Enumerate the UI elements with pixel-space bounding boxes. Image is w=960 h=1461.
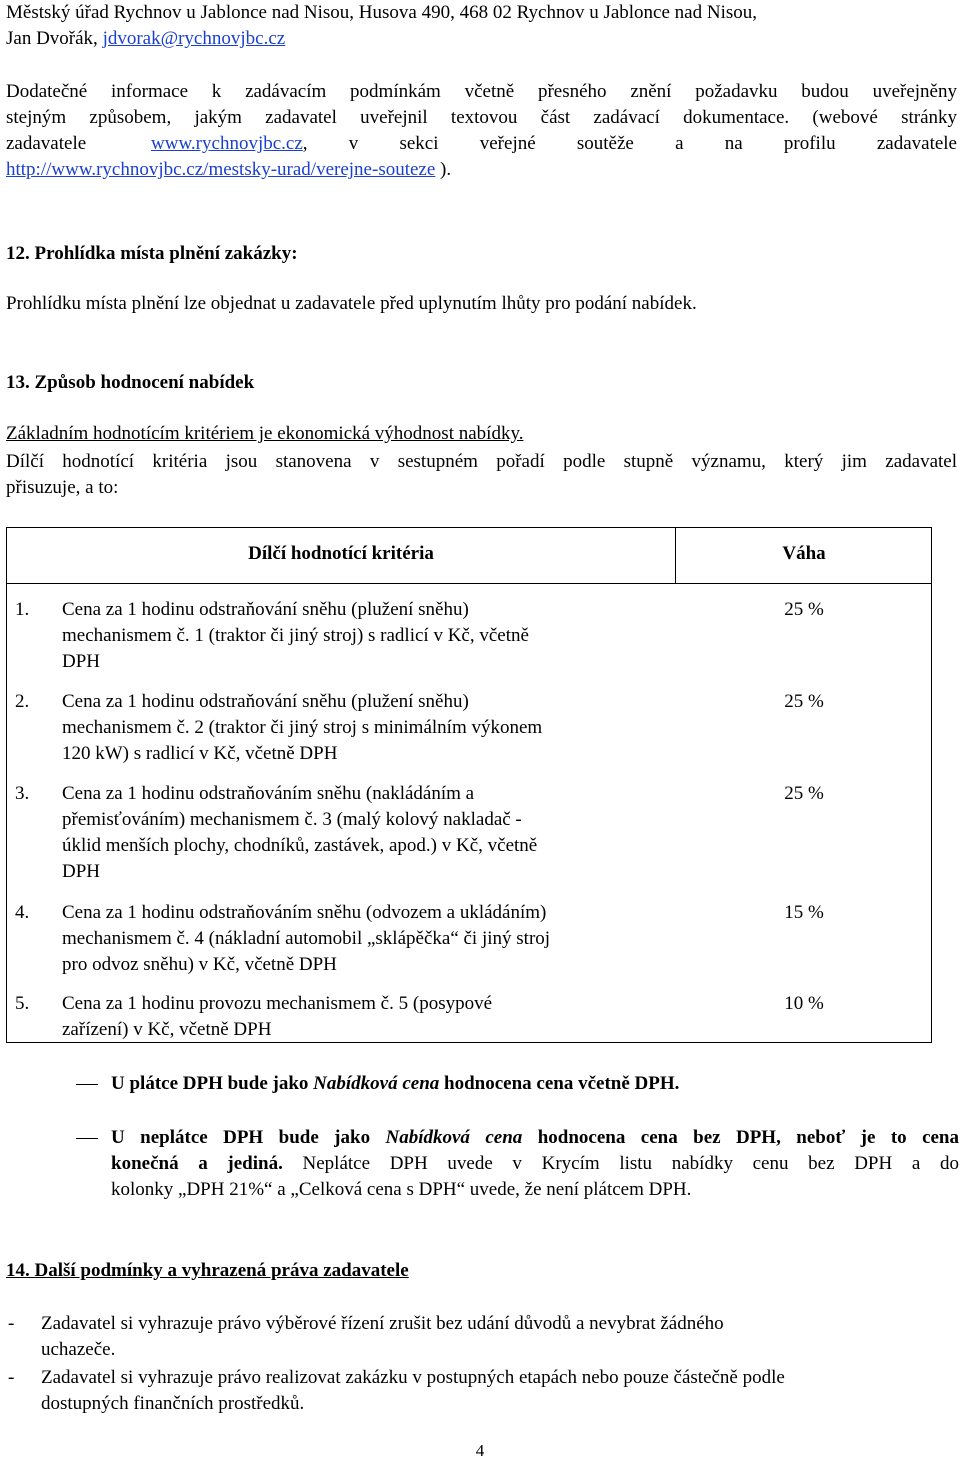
criteria-weight: 15 %: [784, 902, 824, 923]
criteria-text-line: mechanismem č. 4 (nákladní automobil „sklápěčka“ či jiný stroj: [62, 928, 551, 949]
criteria-text-line: Cena za 1 hodinu odstraňováním sněhu (nakládáním a: [62, 783, 475, 804]
table-header-rule: [7, 583, 931, 584]
dph-note-nonpayer-line-2: [111, 1151, 959, 1177]
dph-note-payer: [111, 1071, 679, 1097]
contact-person: [6, 26, 285, 52]
section-13-line-2: přisuzuje, a to:: [6, 477, 119, 498]
website-link[interactable]: www.rychnovjbc.cz: [151, 133, 303, 154]
contact-name: Jan Dvořák,: [6, 28, 103, 49]
criteria-text-line: Cena za 1 hodinu odstraňování sněhu (plužení sněhu): [62, 599, 469, 620]
section-12-heading: 12. Prohlídka místa plnění zakázky:: [6, 243, 298, 264]
hyphen-bullet: -: [8, 1313, 15, 1334]
additional-info-prefix: zadavatele: [6, 133, 87, 154]
criteria-weight: 10 %: [784, 993, 824, 1014]
dph-note-text: U plátce DPH bude jako: [111, 1073, 314, 1094]
criteria-text-line: DPH: [62, 861, 101, 882]
additional-info-end: ).: [435, 159, 452, 180]
criteria-text-line: pro odvoz sněhu) v Kč, včetně DPH: [62, 954, 337, 975]
additional-info-line-2: stejným způsobem, jakým zadavatel uveřejnil textovou část zadávací dokumentace. (webové stránky: [6, 107, 957, 128]
criteria-number: 5.: [15, 993, 30, 1014]
criteria-text: [62, 781, 662, 885]
criteria-weight: 25 %: [784, 783, 824, 804]
section-13-heading: 13. Způsob hodnocení nabídek: [6, 372, 255, 393]
section-13-line-1: Dílčí hodnotící kritéria jsou stanovena v sestupném pořadí podle stupně významu, který jim zadavatel: [6, 451, 957, 472]
reserved-right-2-line-1: Zadavatel si vyhrazuje právo realizovat zakázku v postupných etapách nebo pouze částečně podle: [41, 1367, 785, 1388]
dph-note-text: U neplátce DPH bude jako: [111, 1127, 386, 1148]
criteria-text-line: Cena za 1 hodinu odstraňování sněhu (plužení sněhu): [62, 691, 469, 712]
criteria-text: [62, 597, 662, 675]
additional-info-rest: [151, 131, 957, 157]
contact-email-link[interactable]: jdvorak@rychnovjbc.cz: [102, 28, 286, 49]
dph-note-text: hodnocena cena bez DPH, neboť je to cena: [522, 1127, 959, 1148]
criteria-text-line: mechanismem č. 1 (traktor či jiný stroj) s radlicí v Kč, včetně: [62, 625, 529, 646]
criteria-column-header: Dílčí hodnotící kritéria: [248, 543, 434, 564]
criteria-text-line: 120 kW) s radlicí v Kč, včetně DPH: [62, 743, 338, 764]
additional-info-line-3: [6, 131, 957, 157]
criteria-text: [62, 689, 662, 767]
dph-note-bold: konečná a jediná.: [111, 1153, 283, 1174]
criteria-number: 3.: [15, 783, 30, 804]
criteria-weight: 25 %: [784, 599, 824, 620]
dph-note-nonpayer-line-1: [111, 1125, 959, 1151]
hyphen-bullet: -: [8, 1367, 15, 1388]
dash-bullet-icon: [76, 1084, 98, 1085]
reserved-right-2-line-2: dostupných finančních prostředků.: [41, 1393, 305, 1414]
additional-info-line-1: Dodatečné informace k zadávacím podmínkám včetně přesného znění požadavku budou uveřejněny: [6, 81, 957, 102]
criteria-table: [6, 527, 932, 1043]
reserved-right-1-line-1: Zadavatel si vyhrazuje právo výběrové řízení zrušit bez udání důvodů a nevybrat žádného: [41, 1313, 724, 1334]
criteria-text-line: Cena za 1 hodinu provozu mechanismem č. 5 (posypové: [62, 993, 493, 1014]
dph-note-emphasis: Nabídková cena: [385, 1127, 523, 1148]
main-criterion: Základním hodnotícím kritériem je ekonomická výhodnost nabídky.: [6, 423, 524, 444]
criteria-number: 2.: [15, 691, 30, 712]
contact-address: Městský úřad Rychnov u Jablonce nad Nisou, Husova 490, 468 02 Rychnov u Jablonce nad Nisou,: [6, 2, 757, 23]
criteria-text-line: DPH: [62, 651, 101, 672]
criteria-text-line: přemisťováním) mechanismem č. 3 (malý kolový nakladač -: [62, 809, 522, 830]
page-number: 4: [475, 1441, 485, 1460]
section-14-heading: [6, 1258, 409, 1284]
criteria-weight: 25 %: [784, 691, 824, 712]
criteria-text: [62, 900, 662, 978]
section-12-text: Prohlídku místa plnění lze objednat u zadavatele před uplynutím lhůty pro podání nabídek.: [6, 293, 697, 314]
section-14-heading-text: 14. Další podmínky a vyhrazená práva zadavatele: [6, 1260, 409, 1281]
dph-note-text: hodnocena cena včetně DPH.: [439, 1073, 680, 1094]
additional-info-line-4: [6, 157, 451, 183]
criteria-number: 4.: [15, 902, 30, 923]
criteria-number: 1.: [15, 599, 30, 620]
criteria-text-line: Cena za 1 hodinu odstraňováním sněhu (odvozem a ukládáním): [62, 902, 547, 923]
dph-note-nonpayer-line-3: kolonky „DPH 21%“ a „Celková cena s DPH“ uvede, že není plátcem DPH.: [111, 1179, 692, 1200]
additional-info-suffix: , v sekci veřejné soutěže a na profilu zadavatele: [302, 133, 957, 154]
dash-bullet-icon: [76, 1138, 98, 1139]
criteria-text: [62, 991, 662, 1043]
criteria-text-line: úklid menších plochy, chodníků, zastávek, apod.) v Kč, včetně: [62, 835, 538, 856]
dph-note-text: Neplátce DPH uvede v Krycím listu nabídky cenu bez DPH a do: [282, 1153, 959, 1174]
reserved-right-1-line-2: uchazeče.: [41, 1339, 116, 1360]
criteria-text-line: mechanismem č. 2 (traktor či jiný stroj s minimálním výkonem: [62, 717, 543, 738]
profile-link[interactable]: http://www.rychnovjbc.cz/mestsky-urad/verejne-souteze: [6, 159, 436, 180]
criteria-text-line: zařízení) v Kč, včetně DPH: [62, 1019, 272, 1040]
weight-column-header: Váha: [782, 543, 826, 564]
dph-note-emphasis: Nabídková cena: [313, 1073, 440, 1094]
